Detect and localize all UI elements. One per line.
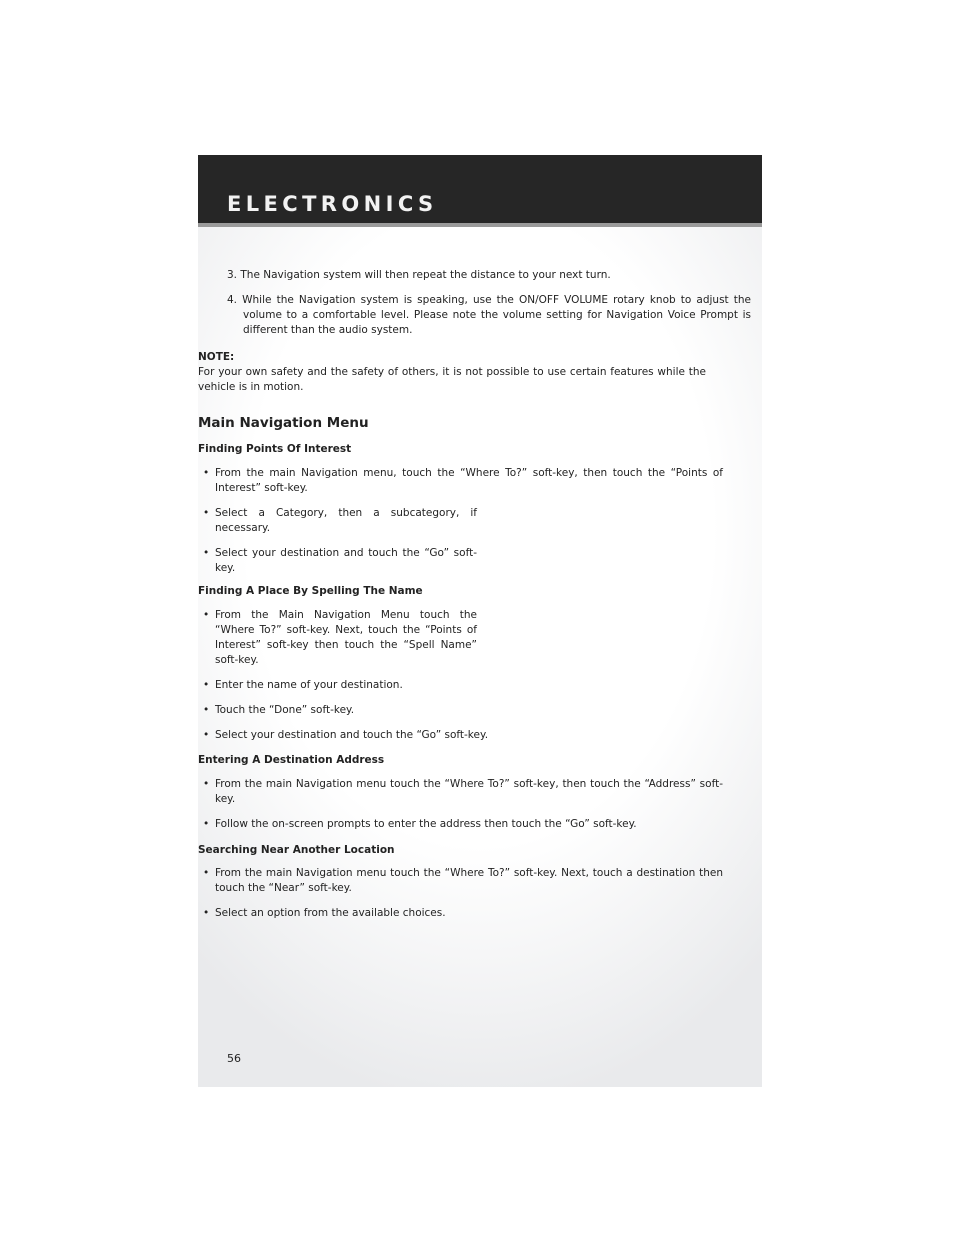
section-header-bar (198, 155, 762, 227)
note-label: NOTE: (198, 351, 235, 363)
bullet-dot: • (203, 704, 210, 716)
bullet-dot: • (203, 729, 210, 741)
bullet-item (201, 817, 723, 832)
bullet-dot: • (203, 679, 210, 691)
bullet-text: Select your destination and touch the “Go” soft-key. (215, 547, 477, 574)
bullet-item (201, 703, 723, 718)
step-number: 3. (227, 269, 238, 281)
bullet-dot: • (203, 507, 210, 519)
bullet-item (201, 777, 723, 807)
bullet-item (201, 866, 723, 896)
bullet-text: From the main Navigation menu touch the “Where To?” soft-key. Next, touch a destination then touch the “Near” soft-key. (215, 867, 723, 894)
bullet-dot: • (203, 609, 210, 621)
bullet-item (201, 466, 723, 496)
step-3 (227, 268, 751, 283)
bullet-item (201, 546, 477, 576)
bullet-dot: • (203, 907, 210, 919)
subsection-heading-spell-name: Finding A Place By Spelling The Name (198, 585, 423, 597)
page-number: 56 (227, 1052, 241, 1065)
note-block (198, 350, 706, 395)
bullet-text: From the main Navigation menu touch the “Where To?” soft-key, then touch the “Address” soft-key. (215, 778, 723, 805)
bullet-text: From the main Navigation menu, touch the “Where To?” soft-key, then touch the “Points of Interest” soft-key. (215, 467, 723, 494)
subsection-heading-poi: Finding Points Of Interest (198, 443, 352, 455)
bullet-text: From the Main Navigation Menu touch the “Where To?” soft-key. Next, touch the “Points of Interest” soft-key then touch the “Spell Name” soft-key. (215, 609, 477, 666)
manual-page (198, 155, 762, 1087)
bullet-text: Follow the on-screen prompts to enter the address then touch the “Go” soft-key. (215, 818, 637, 830)
bullet-text: Enter the name of your destination. (215, 679, 403, 691)
step-text: While the Navigation system is speaking, use the ON/OFF VOLUME rotary knob to adjust the volume to a comfortable level. Please note the volume setting for Navigation Voice Prompt is different than the audio system. (242, 294, 751, 336)
step-4 (227, 293, 751, 338)
bullet-item (201, 906, 723, 921)
bullet-dot: • (203, 547, 210, 559)
bullet-dot: • (203, 778, 210, 790)
bullet-item (201, 728, 723, 743)
step-text: The Navigation system will then repeat the distance to your next turn. (240, 269, 611, 281)
bullet-item (201, 608, 477, 668)
bullet-dot: • (203, 867, 210, 879)
bullet-dot: • (203, 467, 210, 479)
bullet-text: Select your destination and touch the “Go” soft-key. (215, 729, 489, 741)
bullet-item (201, 506, 477, 536)
bullet-text: Touch the “Done” soft-key. (215, 704, 355, 716)
bullet-text: Select an option from the available choices. (215, 907, 446, 919)
section-title: ELECTRONICS (227, 192, 438, 216)
note-text: For your own safety and the safety of others, it is not possible to use certain features while the vehicle is in motion. (198, 366, 706, 393)
bullet-dot: • (203, 818, 210, 830)
bullet-text: Select a Category, then a subcategory, if necessary. (215, 507, 477, 534)
step-number: 4. (227, 294, 238, 306)
section-heading: Main Navigation Menu (198, 415, 369, 431)
subsection-heading-address: Entering A Destination Address (198, 754, 385, 766)
subsection-heading-near: Searching Near Another Location (198, 844, 395, 856)
bullet-item (201, 678, 723, 693)
